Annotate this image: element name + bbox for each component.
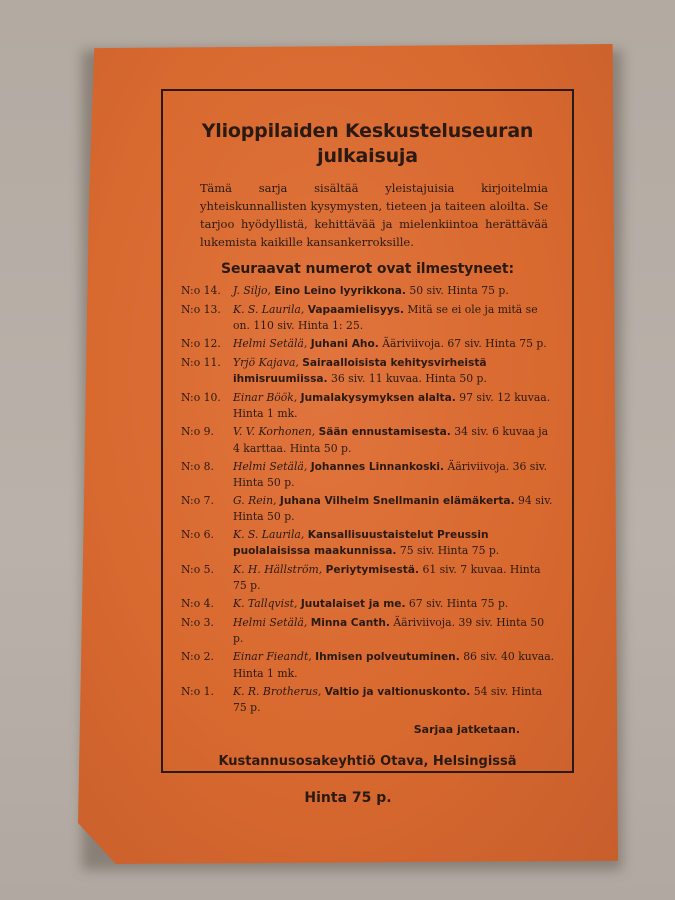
item-title: Eino Leino lyyrikkona. [274,285,406,297]
item-description [233,459,555,491]
item-description [233,336,555,352]
item-number: N:o 5. [181,563,214,577]
item-author: Einar Böök, [233,391,298,405]
list-item [181,424,555,456]
list-item [181,283,555,299]
item-description [233,596,555,612]
publisher-line: Kustannusosakeyhtiö Otava, Helsingissä [218,754,517,770]
item-title: Juutalaiset ja me. [300,598,406,611]
list-item [181,390,555,422]
item-details: 54 siv. Hinta 75 p. [233,684,543,714]
item-details: 75 siv. Hinta 75 p. [399,544,500,558]
list-item [181,615,555,647]
item-number: N:o 6. [181,527,214,541]
item-title: Jumalakysymyksen alalta. [300,392,456,405]
list-item [181,684,555,716]
item-author: Helmi Setälä, [233,616,308,630]
item-details: Ääriviivoja. 67 siv. Hinta 75 p. [382,337,547,351]
list-item [181,302,555,334]
item-description [233,562,555,594]
item-author: Helmi Setälä, [233,337,308,351]
item-description [233,649,555,681]
list-item [181,336,555,352]
series-title-line2: julkaisuja [317,145,418,167]
item-author: Helmi Setälä, [233,459,308,473]
item-author: V. V. Korhonen, [233,425,316,439]
item-description [233,684,555,716]
item-title: Kansallisuustaistelut Preussin puolalaisissa maakunnissa. [233,528,489,558]
item-number: N:o 10. [181,391,221,405]
item-author: Yrjö Kajava, [233,355,299,369]
item-details: 94 siv. Hinta 50 p. [233,493,553,524]
list-item [181,527,555,560]
item-number: N:o 4. [181,597,214,611]
cover-frame [161,89,574,773]
cover-price: Hinta 75 p. [304,790,392,806]
series-intro: Tämä sarja sisältää yleistajuisia kirjoitelmia yhteiskunnallisten kysymysten, tieteen ja taiteen aloilta. Se tarjoo hyödyllistä, kehittävää ja mielenkiintoa herättävää lukemista kaikille kansankerroksille. [200,181,548,249]
item-author: G. Rein, [233,493,277,507]
item-details: 67 siv. Hinta 75 p. [408,597,509,611]
item-description [233,493,555,525]
item-title: Vapaamielisyys. [307,303,404,316]
series-title [163,119,572,169]
continuation-note: Sarjaa jatketaan. [413,723,520,737]
item-author: K. S. Laurila, [233,302,305,316]
item-description [233,283,555,299]
item-number: N:o 9. [181,425,214,439]
item-title: Valtio ja valtionuskonto. [324,685,471,698]
published-heading: Seuraavat numerot ovat ilmestyneet: [221,261,514,277]
item-number: N:o 3. [181,616,214,630]
item-description [233,527,555,560]
item-author: J. Siljo, [233,284,271,297]
publication-list [181,283,555,715]
item-number: N:o 7. [181,493,214,507]
item-description [233,390,555,422]
list-item [181,649,555,681]
item-description [233,302,555,334]
item-number: N:o 13. [181,302,221,316]
item-title: Sään ennustamisesta. [318,426,451,439]
list-item [181,596,555,612]
list-item [181,459,555,491]
item-number: N:o 2. [181,650,214,664]
item-title: Juhani Aho. [310,338,379,351]
list-item [181,355,555,388]
item-author: K. S. Laurila, [233,527,305,541]
item-number: N:o 8. [181,459,214,473]
item-title: Periytymisestä. [325,564,420,577]
item-author: Einar Fieandt, [233,650,312,664]
series-title-line1: Ylioppilaiden Keskusteluseuran [201,120,534,142]
item-details: 97 siv. 12 kuvaa. Hinta 1 mk. [233,391,551,421]
item-description [233,424,555,456]
item-author: K. H. Hällström, [233,563,323,577]
item-title: Juhana Vilhelm Snellmanin elämäkerta. [279,494,515,507]
item-number: N:o 1. [181,684,214,698]
item-title: Minna Canth. [310,617,390,630]
item-title: Sairaalloisista kehitysvirheistä ihmisruumiissa. [233,356,487,386]
item-number: N:o 12. [181,337,221,351]
item-author: K. R. Brotherus, [233,684,322,698]
item-details: 86 siv. 40 kuvaa. Hinta 1 mk. [233,650,555,680]
item-details: 34 siv. 6 kuvaa ja 4 karttaa. Hinta 50 p. [233,425,549,455]
item-description [233,615,555,647]
item-details: Mitä se ei ole ja mitä se on. 110 siv. Hinta 1: 25. [233,302,538,333]
item-title: Ihmisen polveutuminen. [315,651,460,664]
item-details: Ääriviivoja. 39 siv. Hinta 50 p. [233,616,545,646]
item-author: K. Tallqvist, [233,597,298,611]
item-details: 50 siv. Hinta 75 p. [409,284,509,297]
item-details: 61 siv. 7 kuvaa. Hinta 75 p. [233,563,541,593]
list-item [181,562,555,594]
item-title: Johannes Linnankoski. [310,460,445,473]
item-number: N:o 14. [181,284,221,297]
item-details: Ääriviivoja. 36 siv. Hinta 50 p. [233,459,548,489]
list-item [181,493,555,525]
item-description [233,355,555,388]
item-number: N:o 11. [181,355,221,369]
item-details: 36 siv. 11 kuvaa. Hinta 50 p. [330,372,487,386]
